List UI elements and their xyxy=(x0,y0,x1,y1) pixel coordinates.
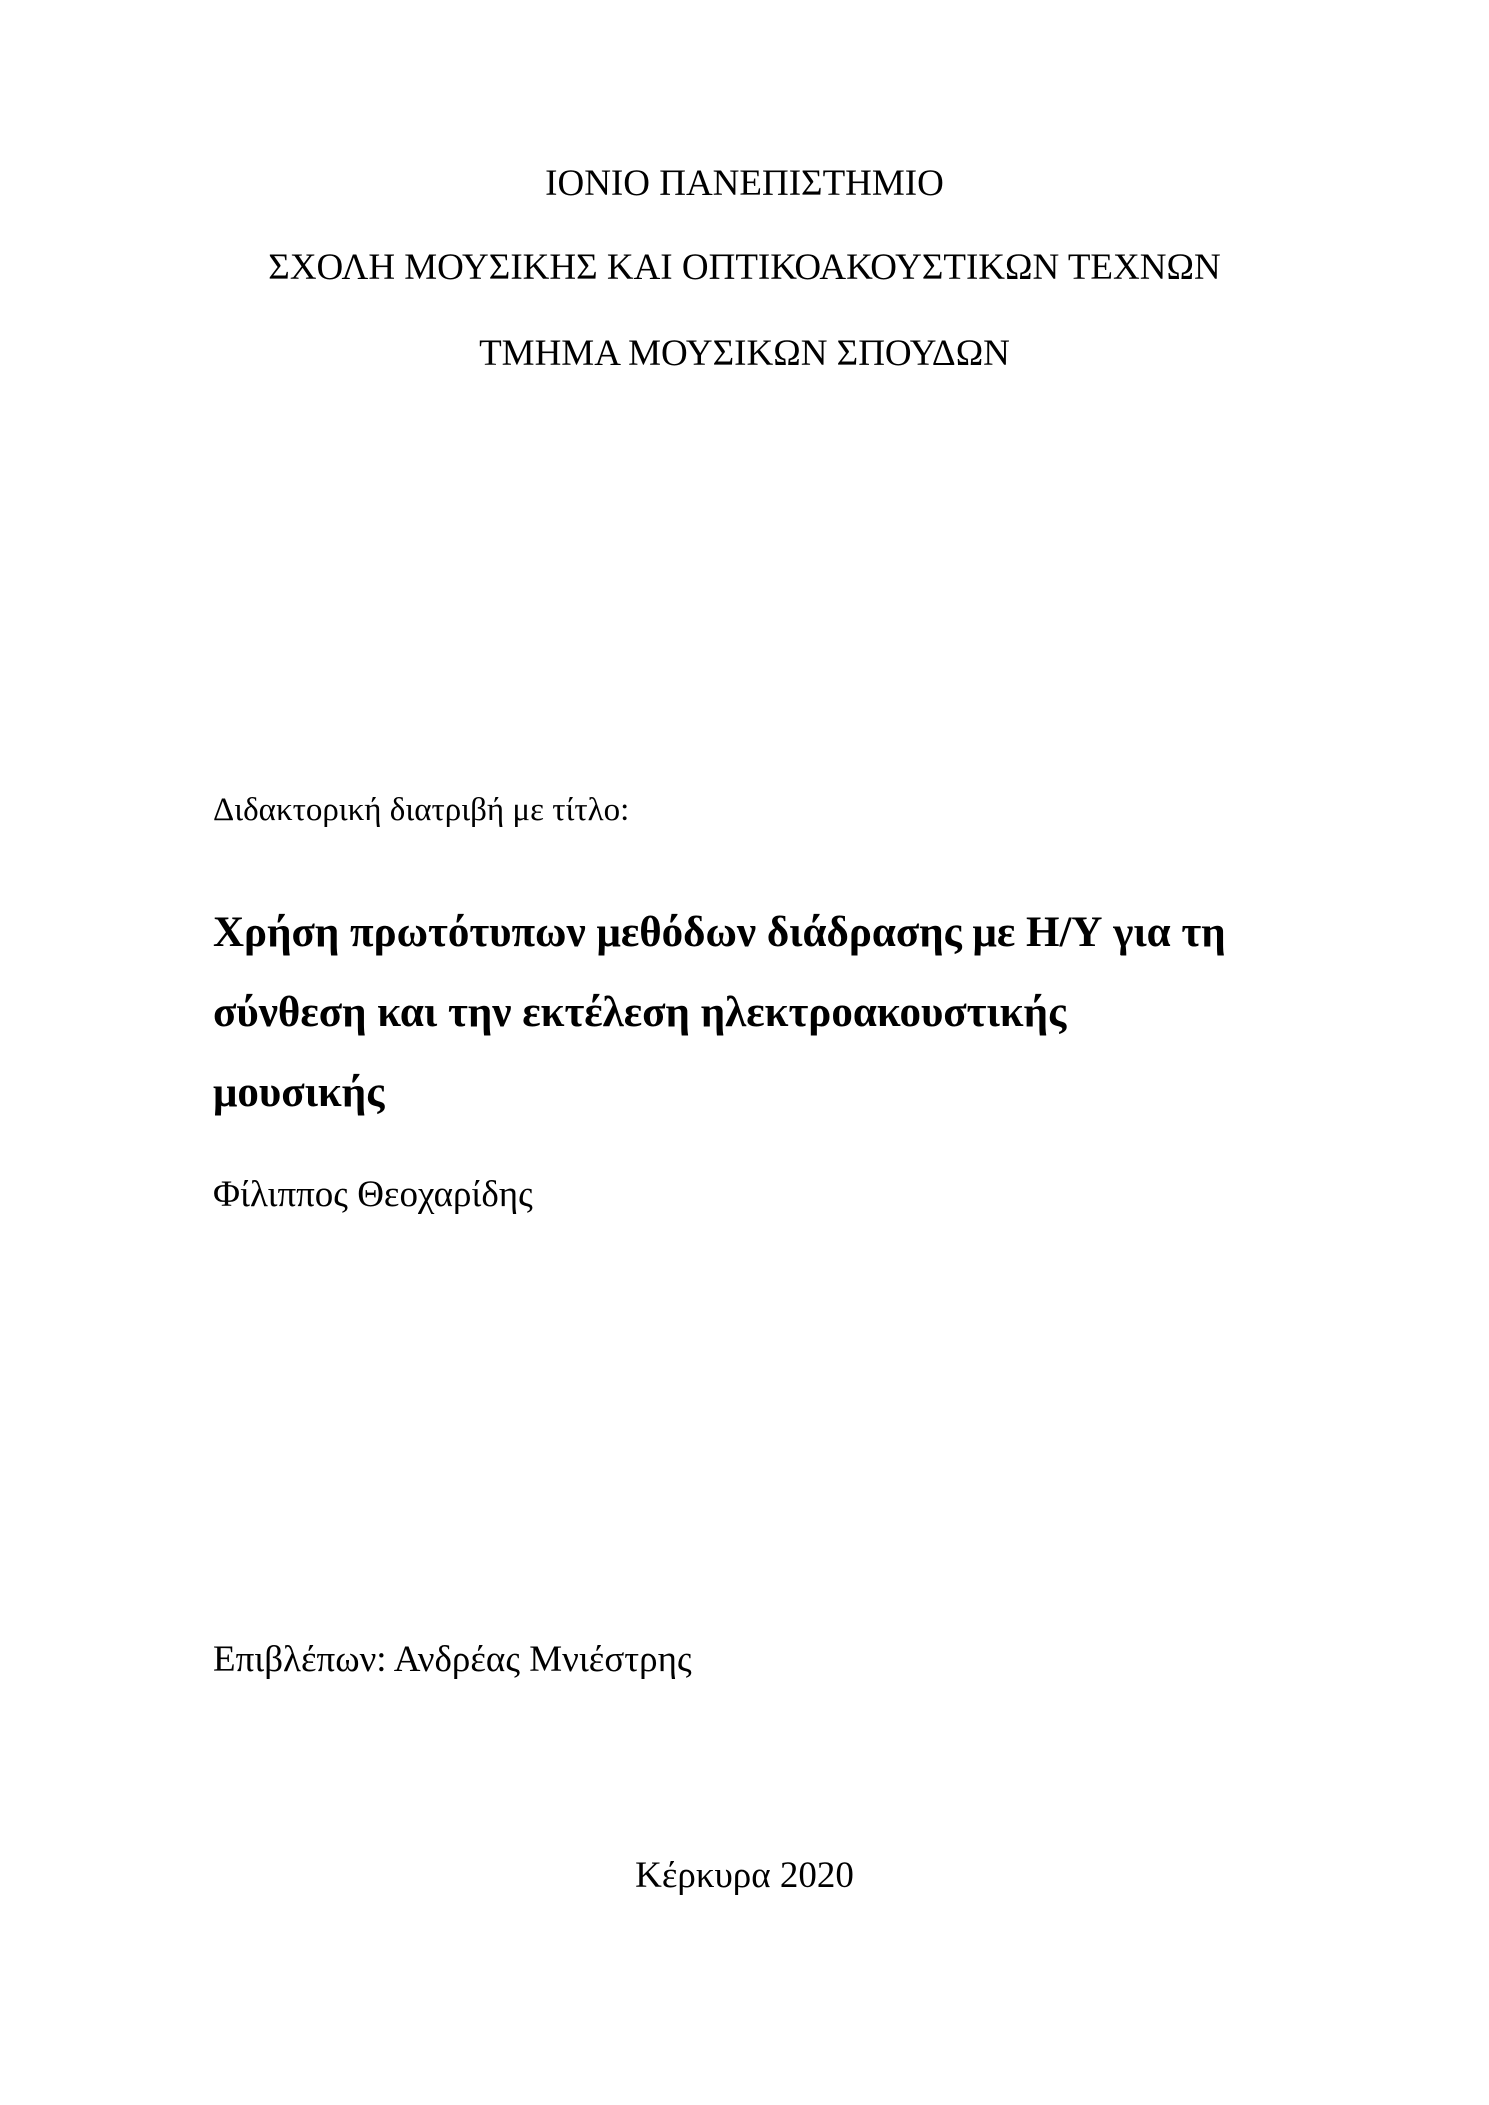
thesis-label: Διδακτορική διατριβή με τίτλο: xyxy=(213,792,630,828)
thesis-title-line: Χρήση πρωτότυπων μεθόδων διάδρασης με Η/Υ για τη xyxy=(213,909,1226,956)
author-name: Φίλιππος Θεοχαρίδης xyxy=(213,1174,533,1215)
thesis-title-line: μουσικής xyxy=(213,1069,385,1116)
university-name: ΙΟΝΙΟ ΠΑΝΕΠΙΣΤΗΜΙΟ xyxy=(545,163,944,204)
department-name: ΤΜΗΜΑ ΜΟΥΣΙΚΩΝ ΣΠΟΥΔΩΝ xyxy=(479,333,1010,374)
school-name: ΣΧΟΛΗ ΜΟΥΣΙΚΗΣ ΚΑΙ ΟΠΤΙΚΟΑΚΟΥΣΤΙΚΩΝ ΤΕΧΝΩΝ xyxy=(268,247,1221,288)
place-and-year: Κέρκυρα 2020 xyxy=(635,1855,854,1896)
thesis-title-line: σύνθεση και την εκτέλεση ηλεκτροακουστικής xyxy=(213,989,1067,1036)
supervisor: Επιβλέπων: Ανδρέας Μνιέστρης xyxy=(213,1639,692,1680)
thesis-title xyxy=(213,893,1226,1133)
